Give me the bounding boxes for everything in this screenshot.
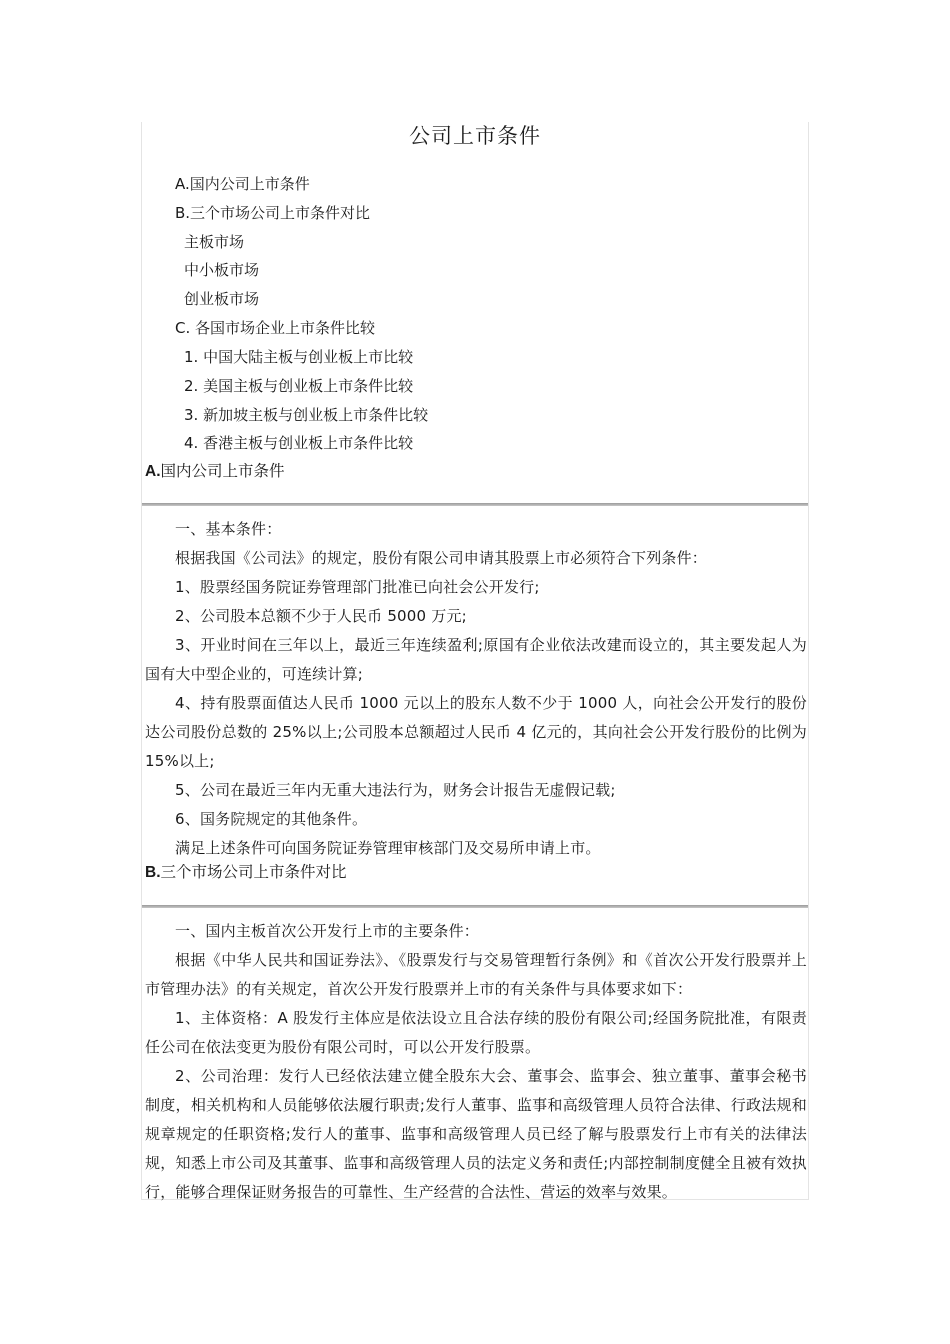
section-divider	[142, 905, 808, 908]
paragraph: 1、主体资格：A 股发行主体应是依法设立且合法存续的股份有限公司;经国务院批准，有限责任公司在依法变更为股份有限公司时，可以公开发行股票。	[145, 1009, 807, 1056]
toc-item[interactable]: 3. 新加坡主板与创业板上市条件比较	[184, 406, 429, 424]
toc-item[interactable]: 2. 美国主板与创业板上市条件比较	[184, 377, 414, 395]
section-b-heading	[145, 858, 347, 887]
toc-item[interactable]: 创业板市场	[184, 290, 260, 308]
toc-item[interactable]: C. 各国市场企业上市条件比较	[175, 319, 376, 337]
paragraph: 2、公司股本总额不少于人民币 5000 万元;	[175, 607, 467, 625]
section-b-prefix: B.	[145, 864, 161, 881]
section-a-heading	[145, 457, 285, 486]
toc-item[interactable]: 1. 中国大陆主板与创业板上市比较	[184, 348, 414, 366]
toc-item[interactable]: A.国内公司上市条件	[175, 175, 310, 193]
paragraph: 1、股票经国务院证券管理部门批准已向社会公开发行;	[175, 578, 540, 596]
section-a-heading-text: 国内公司上市条件	[160, 462, 285, 480]
section-a-body	[145, 515, 807, 863]
paragraph: 满足上述条件可向国务院证券管理审核部门及交易所申请上市。	[175, 839, 601, 857]
document-title: 公司上市条件	[409, 124, 541, 148]
paragraph: 2、公司治理：发行人已经依法建立健全股东大会、董事会、监事会、独立董事、董事会秘书制度，相关机构和人员能够依法履行职责;发行人董事、监事和高级管理人员符合法律、行政法规和规章规定的任职资格;发行人的董事、监事和高级管理人员已经了解与股票发行上市有关的法律法规，知悉上市公司及其董事、监事和高级管理人员的法定义务和责任;内部控制制度健全且被有效执行，能够合理保证财务报告的可靠性、生产经营的合法性、营运的效率与效果。	[145, 1067, 807, 1201]
section-b-heading-text: 三个市场公司上市条件对比	[160, 863, 347, 881]
paragraph: 根据《中华人民共和国证券法》、《股票发行与交易管理暂行条例》和《首次公开发行股票并上市管理办法》的有关规定，首次公开发行股票并上市的有关条件与具体要求如下：	[145, 951, 807, 998]
paragraph: 5、公司在最近三年内无重大违法行为，财务会计报告无虚假记载;	[175, 781, 616, 799]
section-a-prefix: A.	[145, 463, 161, 480]
toc-item[interactable]: 中小板市场	[184, 261, 260, 279]
paragraph: 一、国内主板首次公开发行上市的主要条件：	[175, 922, 480, 940]
toc-item[interactable]: 4. 香港主板与创业板上市条件比较	[184, 434, 414, 452]
section-divider	[142, 503, 808, 506]
section-b-body	[145, 917, 807, 1207]
paragraph: 根据我国《公司法》的规定，股份有限公司申请其股票上市必须符合下列条件：	[175, 549, 708, 567]
paragraph: 一、基本条件：	[175, 520, 282, 538]
toc-item[interactable]: 主板市场	[184, 233, 245, 251]
toc-item[interactable]: B.三个市场公司上市条件对比	[175, 204, 371, 222]
paragraph: 3、开业时间在三年以上，最近三年连续盈利;原国有企业依法改建而设立的，其主要发起人为国有大中型企业的，可连续计算;	[145, 636, 807, 683]
paragraph: 6、国务院规定的其他条件。	[175, 810, 368, 828]
paragraph: 4、持有股票面值达人民币 1000 元以上的股东人数不少于 1000 人，向社会公开发行的股份达公司股份总数的 25%以上;公司股本总额超过人民币 4 亿元的，其向社会公开发行股份的比例为 15%以上;	[145, 694, 807, 770]
